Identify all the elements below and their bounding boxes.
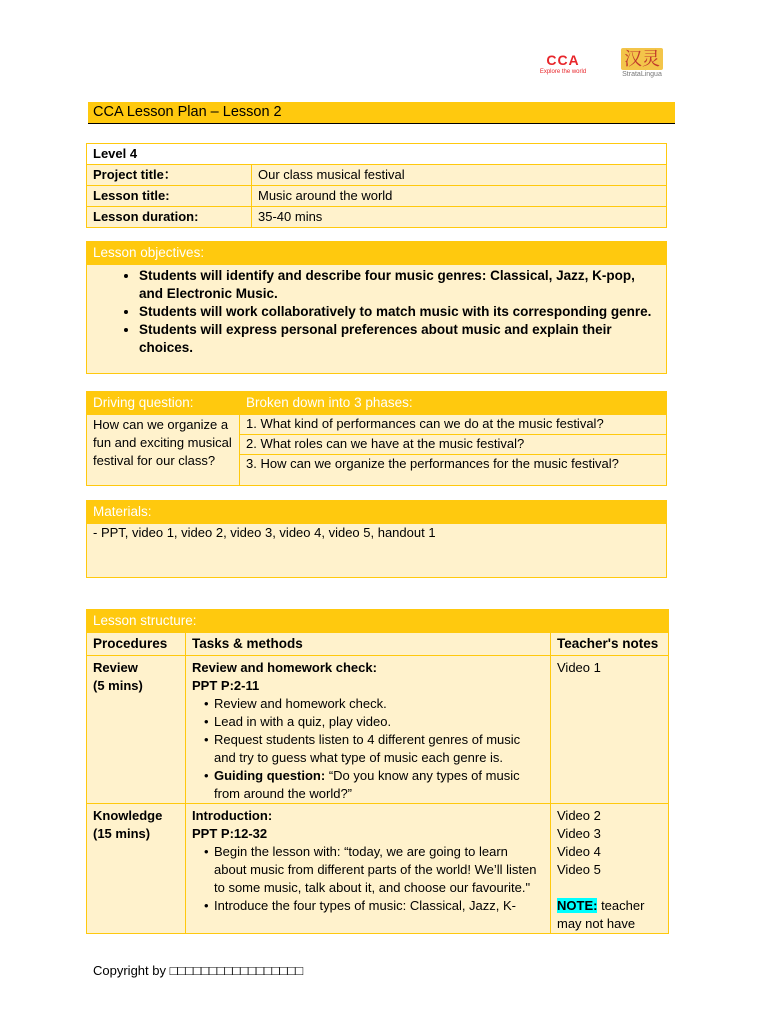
table-row-review bbox=[87, 656, 669, 804]
tasks-cell bbox=[186, 656, 551, 804]
objective-item: • Students will work collaboratively to match music with its corresponding genre. bbox=[139, 303, 658, 321]
objective-item: • Students will identify and describe four music genres: Classical, Jazz, K-pop, and Electronic Music. bbox=[139, 267, 658, 303]
procedure-time: (15 mins) bbox=[93, 826, 151, 841]
column-header-row bbox=[87, 633, 669, 656]
stratalingua-logo-name: StrataLingua bbox=[622, 71, 662, 78]
note-video: Video 4 bbox=[557, 844, 601, 859]
objectives-header: Lesson objectives: bbox=[87, 242, 667, 265]
lesson-structure-header: Lesson structure: bbox=[87, 610, 669, 633]
info-row bbox=[87, 165, 667, 186]
task-title: Review and homework check: bbox=[192, 660, 377, 675]
list-item: • Introduce the four types of music: Classical, Jazz, K- bbox=[204, 897, 544, 915]
lesson-title-value: Music around the world bbox=[252, 186, 667, 207]
procedure-name: Review bbox=[93, 660, 138, 675]
phase-item: 3. How can we organize the performances for the music festival? bbox=[240, 455, 667, 486]
column-header-procedures: Procedures bbox=[87, 633, 186, 656]
procedure-time: (5 mins) bbox=[93, 678, 143, 693]
materials-table bbox=[86, 500, 667, 578]
page-title: CCA Lesson Plan – Lesson 2 bbox=[93, 104, 282, 120]
list-item: • Request students listen to 4 different genres of music and try to guess what type of music each genre is. bbox=[204, 731, 544, 767]
phase-item: 2. What roles can we have at the music festival? bbox=[240, 435, 667, 455]
procedure-name: Knowledge bbox=[93, 808, 163, 823]
task-bullets bbox=[192, 695, 544, 803]
task-ppt: PPT P:12-32 bbox=[192, 826, 268, 841]
level-cell: Level 4 bbox=[87, 144, 667, 165]
list-item: • Begin the lesson with: “today, we are going to learn about music from different parts of the world! We’ll listen to some music, talk about it, and choose our favourite." bbox=[204, 843, 544, 897]
lesson-info-table bbox=[86, 143, 667, 228]
stratalingua-logo-chars: 汉灵 bbox=[621, 48, 663, 70]
task-bullets bbox=[192, 843, 544, 915]
note-video: Video 3 bbox=[557, 826, 601, 841]
note-label: NOTE: bbox=[557, 898, 598, 913]
list-item: • Review and homework check. bbox=[204, 695, 544, 713]
objective-item: • Students will express personal preferences about music and explain their choices. bbox=[139, 321, 658, 357]
info-row bbox=[87, 186, 667, 207]
lesson-structure-table bbox=[86, 609, 669, 934]
notes-cell: Video 1 bbox=[551, 656, 669, 804]
list-item bbox=[204, 767, 544, 803]
teacher-note bbox=[557, 897, 662, 933]
lesson-duration-label: Lesson duration: bbox=[87, 207, 252, 228]
objectives-table bbox=[86, 241, 667, 374]
info-row bbox=[87, 207, 667, 228]
list-item: • Lead in with a quiz, play video. bbox=[204, 713, 544, 731]
note-video: Video 5 bbox=[557, 862, 601, 877]
procedure-cell bbox=[87, 804, 186, 934]
note-text: teacher may not have bbox=[557, 898, 645, 931]
lesson-duration-value: 35-40 mins bbox=[252, 207, 667, 228]
objectives-list bbox=[95, 267, 658, 357]
tasks-cell bbox=[186, 804, 551, 934]
materials-header: Materials: bbox=[87, 501, 667, 524]
guiding-question-label: Guiding question: bbox=[214, 768, 326, 783]
task-title: Introduction: bbox=[192, 808, 273, 823]
cca-logo bbox=[535, 52, 591, 82]
project-title-label: Project title： bbox=[87, 165, 252, 186]
copyright-footer: Copyright by □□□□□□□□□□□□□□□□□ bbox=[93, 963, 304, 978]
note-video: Video 2 bbox=[557, 808, 601, 823]
column-header-notes: Teacher's notes bbox=[551, 633, 669, 656]
lesson-title-label: Lesson title: bbox=[87, 186, 252, 207]
driving-question-table bbox=[86, 391, 667, 486]
table-row-knowledge bbox=[87, 804, 669, 934]
cca-logo-tagline: Explore the world bbox=[539, 69, 587, 75]
title-bar bbox=[88, 102, 675, 124]
level-row bbox=[87, 144, 667, 165]
procedure-cell bbox=[87, 656, 186, 804]
phase-item: 1. What kind of performances can we do at the music festival? bbox=[240, 415, 667, 435]
driving-question-text: How can we organize a fun and exciting musical festival for our class? bbox=[87, 415, 240, 486]
project-title-value: Our class musical festival bbox=[252, 165, 667, 186]
task-ppt: PPT P:2-11 bbox=[192, 678, 260, 693]
guiding-question-text: “Do you know any types of music from around the world?” bbox=[214, 768, 520, 801]
column-header-tasks: Tasks & methods bbox=[186, 633, 551, 656]
objectives-body bbox=[87, 265, 667, 374]
materials-text: - PPT, video 1, video 2, video 3, video 4, video 5, handout 1 bbox=[87, 524, 667, 578]
cca-logo-text: CCA bbox=[546, 52, 580, 68]
driving-question-header: Driving question: bbox=[87, 392, 240, 415]
phases-header: Broken down into 3 phases: bbox=[240, 392, 667, 415]
notes-cell bbox=[551, 804, 669, 934]
stratalingua-logo bbox=[614, 48, 670, 86]
